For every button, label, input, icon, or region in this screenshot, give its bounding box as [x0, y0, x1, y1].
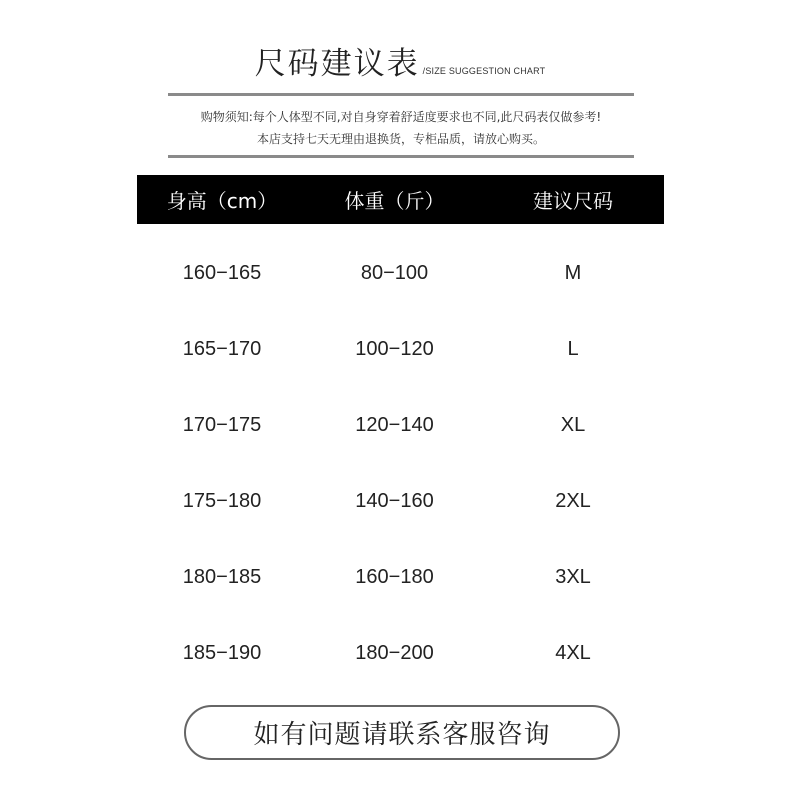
shopping-notice	[168, 106, 634, 150]
cell-size: XL	[560, 413, 586, 436]
cell-size: 3XL	[555, 565, 591, 588]
cell-weight: 100−120	[355, 337, 434, 360]
cell-size: L	[567, 337, 579, 360]
table-row	[137, 311, 664, 387]
table-row	[137, 387, 664, 463]
cell-height: 160−165	[182, 261, 262, 284]
cell-height: 175−180	[182, 489, 262, 512]
table-row	[137, 463, 664, 539]
cell-weight: 120−140	[355, 413, 434, 436]
divider-top	[168, 93, 634, 96]
cell-weight: 140−160	[355, 489, 434, 512]
table-row	[137, 615, 664, 691]
cell-height: 170−175	[182, 413, 262, 436]
cell-size: M	[564, 261, 582, 284]
cell-size: 2XL	[555, 489, 591, 512]
notice-line-1: 购物须知:每个人体型不同,对自身穿着舒适度要求也不同,此尺码表仅做参考!	[200, 110, 602, 124]
header-weight: 体重（斤）	[344, 189, 445, 213]
cell-weight: 180−200	[355, 641, 434, 664]
chart-title	[0, 30, 800, 80]
table-row	[137, 235, 664, 311]
divider-bottom	[168, 155, 634, 158]
size-table-body	[137, 235, 664, 691]
cell-size: 4XL	[555, 641, 591, 664]
contact-support-label: 如有问题请联系客服咨询	[253, 720, 551, 750]
page-subtitle: /SIZE SUGGESTION CHART	[422, 66, 546, 76]
table-header	[137, 175, 664, 224]
cell-weight: 80−100	[360, 261, 429, 284]
page-title: 尺码建议表	[254, 46, 420, 82]
notice-line-2: 本店支持七天无理由退换货，专柜品质，请放心购买。	[256, 132, 545, 146]
cell-height: 180−185	[182, 565, 262, 588]
table-row	[137, 539, 664, 615]
header-size: 建议尺码	[533, 189, 613, 213]
cell-height: 185−190	[182, 641, 262, 664]
header-height: 身高（cm）	[166, 189, 278, 213]
cell-height: 165−170	[182, 337, 262, 360]
contact-support-button[interactable]	[184, 705, 620, 760]
cell-weight: 160−180	[355, 565, 434, 588]
